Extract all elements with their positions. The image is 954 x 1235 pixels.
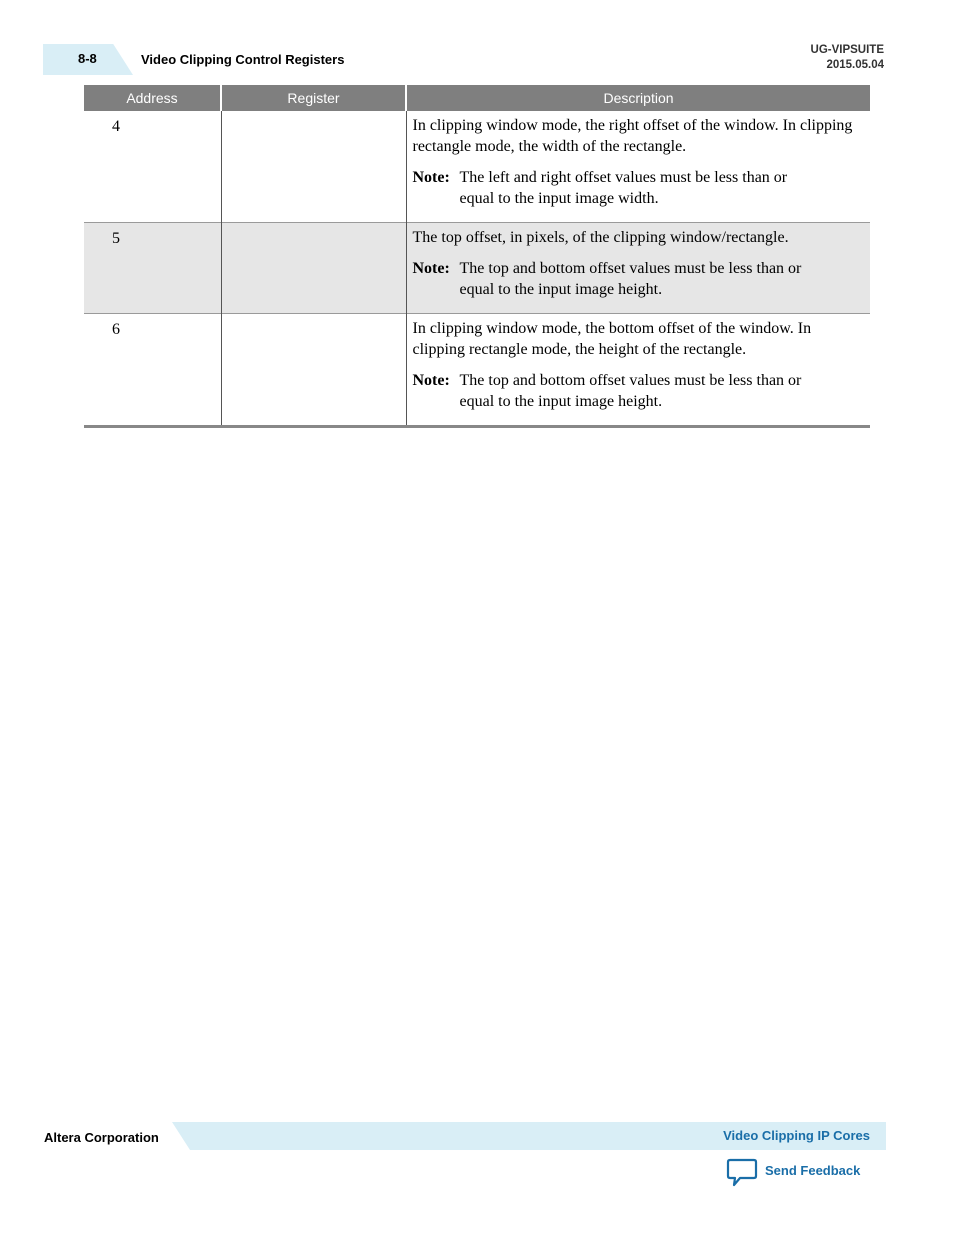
section-title: Video Clipping Control Registers [141, 52, 345, 67]
address-cell: 5 [84, 223, 221, 314]
description-cell [406, 223, 870, 314]
send-feedback-button[interactable] [726, 1158, 860, 1188]
document-id [811, 43, 884, 73]
doc-date: 2015.05.04 [826, 59, 884, 71]
register-cell [221, 223, 406, 314]
column-header-register: Register [221, 85, 406, 111]
table-row [84, 111, 870, 223]
description-cell [406, 111, 870, 223]
table-row [84, 314, 870, 427]
note-text: The left and right offset values must be less than or equal to the input image width. [459, 169, 788, 207]
description-text: In clipping window mode, the right offset of the window. In clipping rectangle mode, the width of the rectangle. [412, 117, 853, 155]
note [413, 258, 865, 300]
doc-id-text: UG-VIPSUITE [810, 44, 884, 56]
register-table [84, 85, 870, 428]
table-header-row [84, 85, 870, 111]
register-cell [221, 314, 406, 427]
company-name: Altera Corporation [44, 1130, 159, 1145]
description-text: The top offset, in pixels, of the clipping window/rectangle. [412, 229, 789, 246]
note-label: Note: [412, 260, 450, 277]
note-text: The top and bottom offset values must be less than or equal to the input image height. [459, 372, 802, 410]
send-feedback-label: Send Feedback [765, 1162, 861, 1178]
column-header-description: Description [406, 85, 870, 111]
column-header-address: Address [84, 85, 221, 111]
note [413, 167, 865, 209]
address-cell: 4 [84, 111, 221, 223]
note-label: Note: [412, 372, 450, 389]
page-number: 8-8 [78, 51, 97, 66]
register-cell [221, 111, 406, 223]
chapter-link[interactable]: Video Clipping IP Cores [723, 1128, 870, 1143]
note-label: Note: [412, 169, 450, 186]
address-cell: 6 [84, 314, 221, 427]
note [413, 370, 865, 412]
description-text: In clipping window mode, the bottom offset of the window. In clipping rectangle mode, the height of the rectangle. [412, 320, 812, 358]
description-cell [406, 314, 870, 427]
table-row [84, 223, 870, 314]
note-text: The top and bottom offset values must be less than or equal to the input image height. [459, 260, 802, 298]
speech-bubble-icon [726, 1158, 758, 1188]
